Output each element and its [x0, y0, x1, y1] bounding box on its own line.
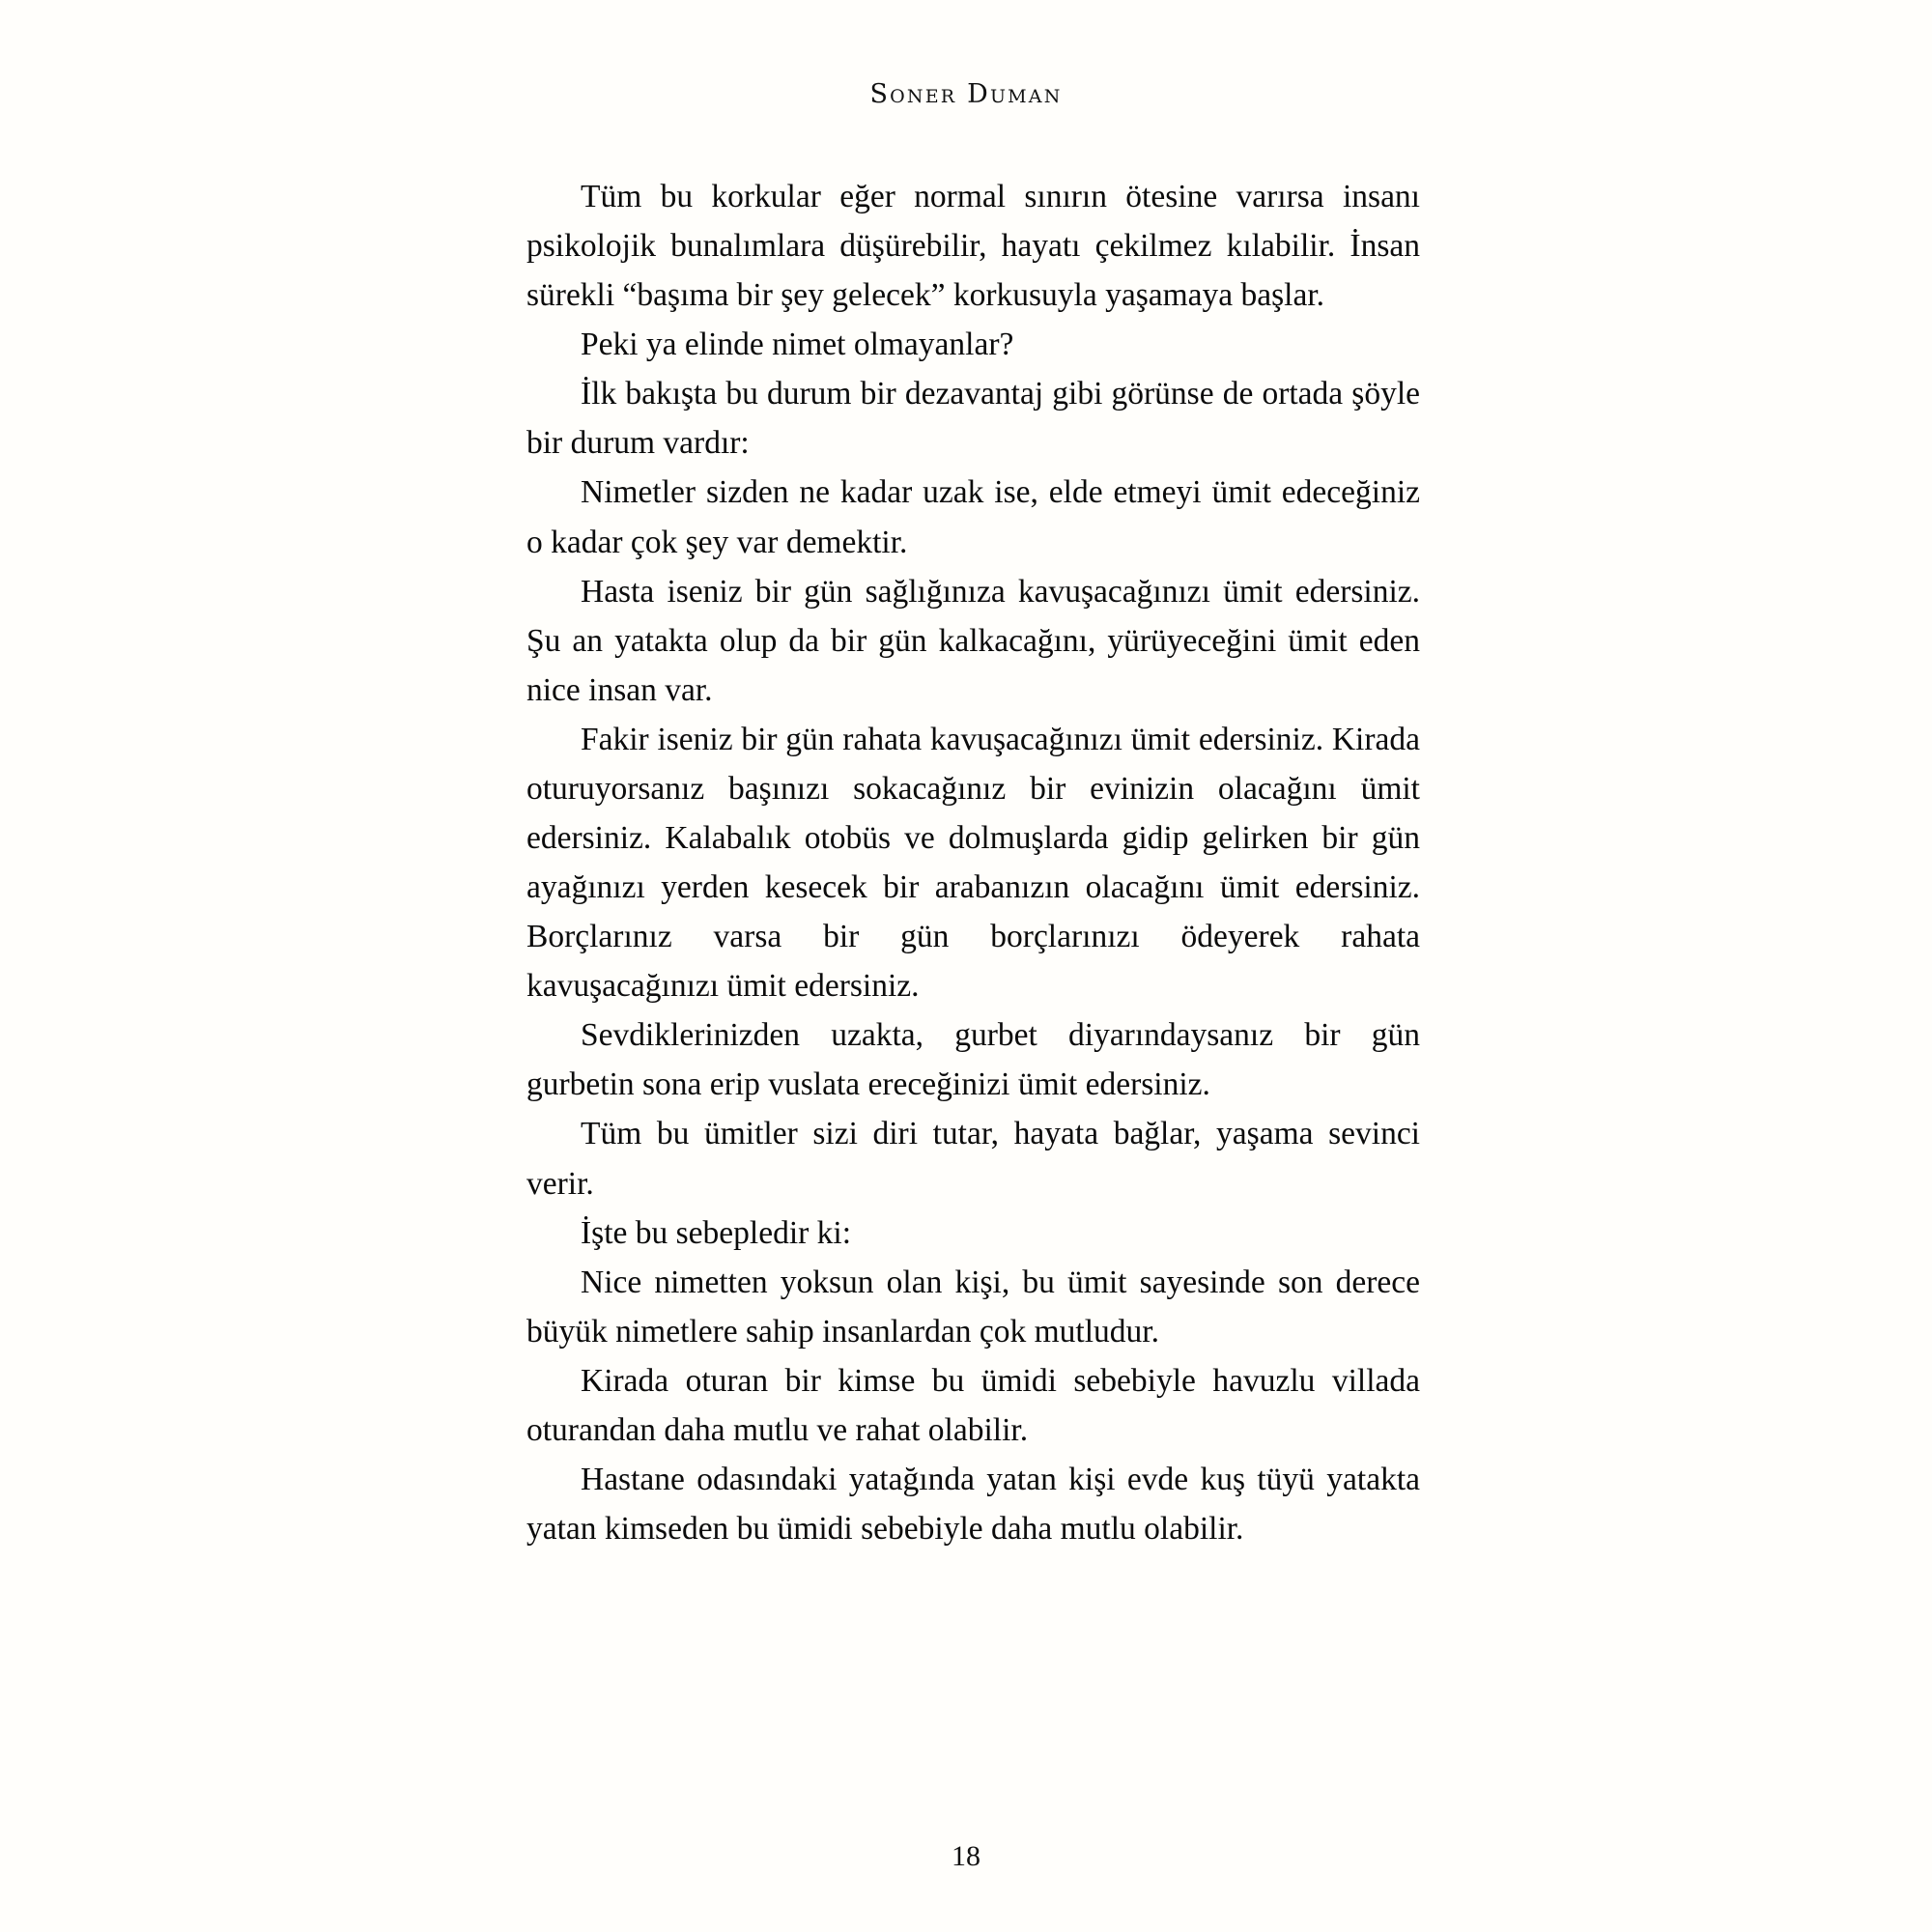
page-number: 18: [952, 1840, 980, 1872]
paragraph: İşte bu sebepledir ki:: [581, 1214, 852, 1251]
paragraph: Kirada oturan bir kimse bu ümidi sebebiyle havuzlu villada oturandan daha mutlu ve rahat olabilir.: [526, 1362, 1420, 1448]
paragraph: Tüm bu korkular eğer normal sınırın ötesine varırsa insanı psikolojik bunalımlara düşürebilir, hayatı çekilmez kılabilir. İnsan sürekli “başıma bir şey gelecek” korkusuyla yaşamaya başlar.: [526, 179, 1420, 314]
paragraph: Nimetler sizden ne kadar uzak ise, elde etmeyi ümit edeceğiniz o kadar çok şey var demektir.: [526, 474, 1420, 560]
paragraph: Tüm bu ümitler sizi diri tutar, hayata bağlar, yaşama sevinci verir.: [526, 1116, 1420, 1202]
paragraph: Sevdiklerinizden uzakta, gurbet diyarındaysanız bir gün gurbetin sona erip vuslata ereceğinizi ümit edersiniz.: [526, 1017, 1420, 1103]
paragraph: Nice nimetten yoksun olan kişi, bu ümit sayesinde son derece büyük nimetlere sahip insanlardan çok mutludur.: [526, 1264, 1420, 1350]
paragraph: İlk bakışta bu durum bir dezavantaj gibi görünse de ortada şöyle bir durum vardır:: [526, 376, 1420, 462]
running-head: Soner Duman: [869, 79, 1063, 109]
paragraph: Fakir iseniz bir gün rahata kavuşacağınızı ümit edersiniz. Kirada oturuyorsanız başınızı sokacağınız bir evinizin olacağını ümit edersiniz. Kalabalık otobüs ve dolmuşlarda gidip gelirken bir gün ayağınızı yerden kesecek bir arabanızın olacağını ümit edersiniz. Borçlarınız varsa bir gün borçlarınızı ödeyerek rahata kavuşacağınızı ümit edersiniz.: [526, 721, 1420, 1005]
body-text-column: [526, 172, 1420, 1553]
paragraph: Peki ya elinde nimet olmayanlar?: [581, 327, 1014, 363]
paragraph: Hasta iseniz bir gün sağlığınıza kavuşacağınızı ümit edersiniz. Şu an yatakta olup da bir gün kalkacağını, yürüyeceğini ümit eden nice insan var.: [526, 573, 1420, 708]
paragraph: Hastane odasındaki yatağında yatan kişi evde kuş tüyü yatakta yatan kimseden bu ümidi sebebiyle daha mutlu olabilir.: [526, 1462, 1420, 1548]
